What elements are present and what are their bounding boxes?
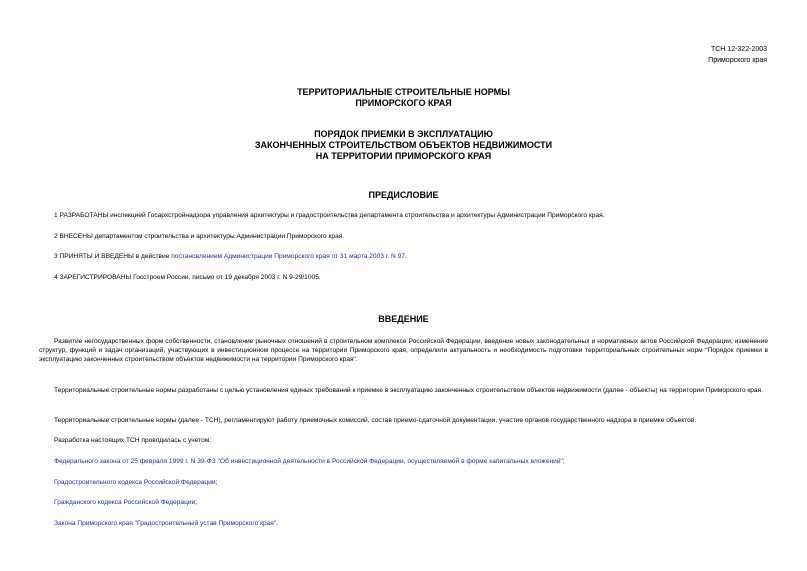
reference-item-2 <box>54 478 217 487</box>
preface-item-3 <box>54 252 407 261</box>
reference-item-3-end: ; <box>195 499 198 506</box>
reference-item-2-end: ; <box>215 479 218 486</box>
subtitle-line-1: ПОРЯДОК ПРИЕМКИ В ЭКСПЛУАТАЦИЮ <box>314 129 493 139</box>
civil-code-link[interactable]: Гражданского кодекса Российской Федерации <box>54 499 196 506</box>
preface-item-1: 1 РАЗРАБОТАНЫ инспекцией Госархстройнадзора управления архитектуры и градостроительства департамента строительства и архитектуры Администрации Приморского края. <box>54 212 605 219</box>
resolution-link[interactable]: постановлением Администрации Приморского края от 31 марта 2003 г. N 97 <box>171 253 405 260</box>
title-line-2: ПРИМОРСКОГО КРАЯ <box>355 98 452 108</box>
federal-law-link[interactable]: Федерального закона от 25 февраля 1999 г. N 39-ФЗ "Об инвестиционной деятельности в Российской Федерации, осуществляемой в форме капитальных вложений" <box>54 458 563 465</box>
regional-law-link[interactable]: Закона Приморского края "Градостроительный устав Приморского края" <box>54 520 277 527</box>
intro-paragraph-3: Территориальные строительные нормы (далее - ТСН), регламентируют работу приемочных комиссий, состав приемо-сдаточной документации, участие органов государственного надзора в приемке объектов. <box>54 417 697 424</box>
reference-item-4 <box>54 519 278 528</box>
document-code-block <box>708 44 767 66</box>
intro-paragraph-2: Территориальные строительные нормы разработаны с целью установления единых требований к приемке в эксплуатацию законченных строительством объектов недвижимости (далее - объекты) на территории Приморского края. <box>54 387 763 394</box>
preface-heading: ПРЕДИСЛОВИЕ <box>368 190 439 200</box>
reference-item-4-end: . <box>276 520 279 527</box>
document-subtitle <box>0 129 807 162</box>
preface-item-4: 4 ЗАРЕГИСТРИРОВАНЫ Госстроем России, письмо от 19 декабря 2003 г. N 9-29/1005. <box>54 274 321 281</box>
intro-paragraph-1: Развитие негосударственных форм собственности, становление рыночных отношений в строительном комплексе Российской Федерации, введение новых законодательных и нормативных актов Российской Федерации, изменение структур, функций и задач организаций, участвующих в инвестиционном процессе на территории Приморского края, определили актуальность и необходимость подготовки территориальных строительных норм "Порядок приемки в эксплуатацию законченных строительством объектов недвижимости на территории Приморского края". <box>39 338 768 363</box>
reference-item-1 <box>54 457 565 466</box>
urban-planning-code-link[interactable]: Градостроительного кодекса Российской Федерации <box>54 479 216 486</box>
preface-item-2: 2 ВНЕСЕНЫ департаментом строительства и архитектуры Администрации Приморского края. <box>54 233 345 240</box>
reference-item-1-end: ; <box>562 458 565 465</box>
preface-item-3-prefix: 3 ПРИНЯТЫ И ВВЕДЕНЫ в действие <box>54 253 172 260</box>
preface-item-3-suffix: . <box>404 253 407 260</box>
title-line-1: ТЕРРИТОРИАЛЬНЫЕ СТРОИТЕЛЬНЫЕ НОРМЫ <box>297 87 510 97</box>
intro-heading: ВВЕДЕНИЕ <box>378 314 429 324</box>
document-region: Приморского края <box>708 57 767 64</box>
subtitle-line-2: ЗАКОНЧЕННЫХ СТРОИТЕЛЬСТВОМ ОБЪЕКТОВ НЕДВИЖИМОСТИ <box>254 140 553 150</box>
subtitle-line-3: НА ТЕРРИТОРИИ ПРИМОРСКОГО КРАЯ <box>315 151 492 161</box>
reference-item-3 <box>54 498 197 507</box>
intro-paragraph-4: Разработка настоящих ТСН проводилась с учетом: <box>54 437 212 444</box>
document-title <box>0 87 807 109</box>
document-code: ТСН 12-322-2003 <box>710 46 767 53</box>
